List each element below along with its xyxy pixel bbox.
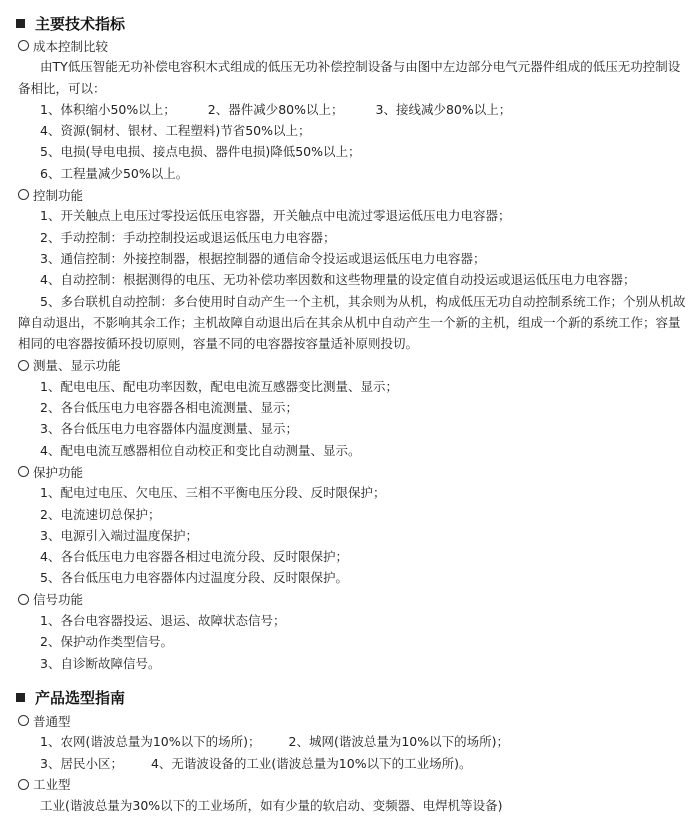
normal-row-1 <box>0 731 700 752</box>
circle-bullet-icon <box>18 360 29 371</box>
list-item: 5、各台低压电力电容器体内过温度分段、反时限保护。 <box>40 570 348 586</box>
list-item: 2、器件减少80%以上； <box>207 101 344 117</box>
subsection-title: 测量、显示功能 <box>33 358 121 374</box>
list-item: 1、配电电压、配电功率因数，配电电流互感器变比测量、显示； <box>40 378 398 394</box>
circle-bullet-icon <box>18 466 29 477</box>
subsection-title: 控制功能 <box>33 187 84 203</box>
normal-row-2 <box>0 753 700 774</box>
subsection-title: 保护功能 <box>33 464 84 480</box>
list-item: 3、居民小区； <box>40 755 123 771</box>
list-item: 4、资源(铜材、银材、工程塑料)节省50%以上； <box>40 123 311 139</box>
circle-bullet-icon <box>18 779 29 790</box>
subsection-normal <box>18 710 700 731</box>
list-item: 3、各台低压电力电容器体内温度测量、显示； <box>40 421 298 437</box>
list-item: 5、电损(导电电损、接点电损、器件电损)降低50%以上； <box>40 144 361 160</box>
list-item: 5、多台联机自动控制：多台使用时自动产生一个主机，其余则为从机，构成低压无功自动控制系统工作；个别从机故障自动退出，不影响其余工作；主机故障自动退出后在其余从机中自动产生一个新的主机，组成一个新的系统工作；容量相同的电容器按循环投切原则，容量不同的电容器按容量适补原则投切。 <box>18 293 686 352</box>
list-item: 6、工程量减少50%以上。 <box>40 165 189 181</box>
circle-bullet-icon <box>18 594 29 605</box>
square-bullet-icon <box>16 19 25 28</box>
list-item: 2、电流速切总保护； <box>40 506 161 522</box>
list-item: 2、手动控制：手动控制投运或退运低压电力电容器； <box>40 229 336 245</box>
cost-intro: 由TY低压智能无功补偿电容积木式组成的低压无功补偿控制设备与由图中左边部分电气元器件组成的低压无功控制设备相比，可以： <box>18 59 681 96</box>
circle-bullet-icon <box>18 40 29 51</box>
subsection-title: 工业型 <box>33 777 71 793</box>
list-item: 4、各台低压电力电容器各相过电流分段、反时限保护； <box>40 549 348 565</box>
square-bullet-icon <box>16 693 25 702</box>
list-item: 2、城网(谐波总量为10%以下的场所)； <box>288 734 509 750</box>
section-title: 主要技术指标 <box>35 14 126 33</box>
circle-bullet-icon <box>18 189 29 200</box>
list-item: 1、开关触点上电压过零投运低压电容器，开关触点中电流过零退运低压电力电容器； <box>40 208 511 224</box>
list-item: 1、农网(谐波总量为10%以下的场所)； <box>40 734 261 750</box>
subsection-cost <box>18 35 700 56</box>
subsection-title: 信号功能 <box>33 592 84 608</box>
section-title: 产品选型指南 <box>35 689 126 708</box>
list-item: 1、体积缩小50%以上； <box>40 101 176 117</box>
section-heading-specs <box>16 11 700 35</box>
subsection-signal <box>18 589 700 610</box>
list-item: 3、接线减少80%以上； <box>375 101 512 117</box>
cost-row-1 <box>0 99 700 120</box>
subsection-title: 成本控制比较 <box>33 38 109 54</box>
list-item: 2、保护动作类型信号。 <box>40 634 173 650</box>
industrial-text: 工业(谐波总量为30%以下的工业场所，如有少量的软启动、变频器、电焊机等设备) <box>40 798 503 814</box>
list-item: 3、自诊断故障信号。 <box>40 655 161 671</box>
list-item: 4、无谐波设备的工业(谐波总量为10%以下的工业场所)。 <box>150 755 472 771</box>
list-item: 3、通信控制：外接控制器，根据控制器的通信命令投运或退运低压电力电容器； <box>40 250 486 266</box>
list-item: 1、配电过电压、欠电压、三相不平衡电压分段、反时限保护； <box>40 485 386 501</box>
list-item: 1、各台电容器投运、退运、故障状态信号； <box>40 613 286 629</box>
subsection-title: 普通型 <box>33 713 71 729</box>
list-item: 4、配电电流互感器相位自动校正和变比自动测量、显示。 <box>40 442 361 458</box>
subsection-protect <box>18 461 700 482</box>
subsection-industrial <box>18 774 700 795</box>
subsection-measure <box>18 354 700 375</box>
circle-bullet-icon <box>18 715 29 726</box>
list-item: 3、电源引入端过温度保护； <box>40 527 198 543</box>
subsection-control <box>18 184 700 205</box>
list-item: 2、各台低压电力电容器各相电流测量、显示； <box>40 400 298 416</box>
section-heading-selection <box>16 686 700 710</box>
list-item: 4、自动控制：根据测得的电压、无功补偿功率因数和这些物理量的设定值自动投运或退运低压电力电容器； <box>40 272 636 288</box>
